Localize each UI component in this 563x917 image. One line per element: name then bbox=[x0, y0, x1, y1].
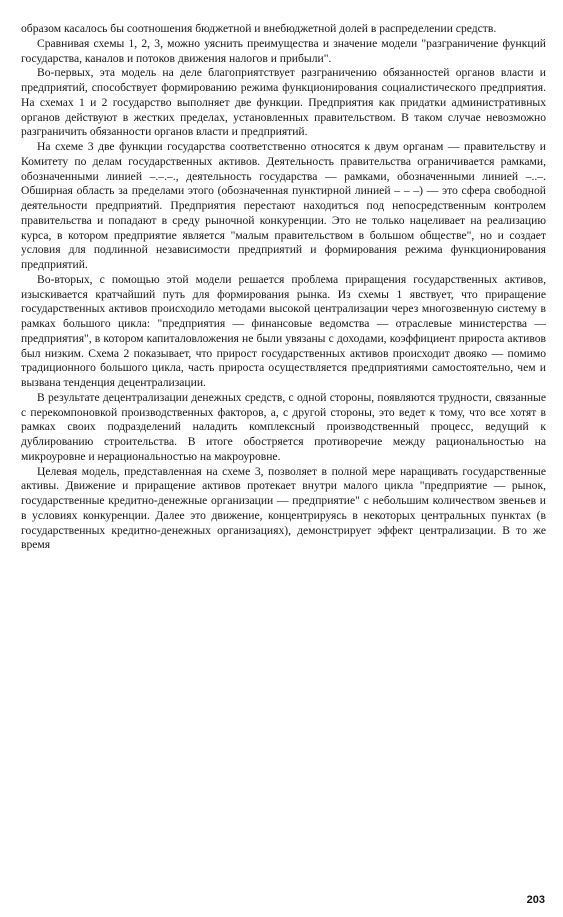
paragraph-second-point: Во-вторых, с помощью этой модели решается проблема приращения государственных активов, изыскивается кратчайший путь для формирования рынка. Из схемы 1 явствует, что приращение государственных активов происходило методами высокой централизации через многозвенную систему в рамках большого цикла: "предприятия — финансовые ведомства — отраслевые министерства — предприятия", в котором капиталовложения не были увязаны с доходами, коэффициент прироста активов был низким. Схема 2 показывает, что прирост государственных активов происходит двояко — помимо традиционного большого цикла, часть прироста осуществляется предприятиями самостоятельно, чем и вызвана тенденция децентрализации. bbox=[21, 272, 546, 389]
page-number: 203 bbox=[526, 894, 545, 906]
paragraph-target-model: Целевая модель, представленная на схеме 3, позволяет в полной мере наращивать государственные активы. Движение и приращение активов протекает внутри малого цикла "предприятие — рынок, государственные кредитно-денежные организации — предприятие" с небольшим количеством звеньев и в условиях конкуренции. Далее это движение, концентрируясь в некоторых центральных пунктах (в государственных кредитно-денежных организациях), демонстрирует эффект централизации. В то же время bbox=[21, 464, 546, 552]
paragraph-continuation: образом касалось бы соотношения бюджетной и внебюджетной долей в распределении средств. bbox=[21, 22, 497, 35]
paragraph-scheme-3: На схеме 3 две функции государства соответственно относятся к двум органам — правительству и Комитету по делам государственных активов. Деятельность правительства ограничивается рамками, обозначенными линией –.–.–., деятельность государства — рамками, обозначенными линией –..–. Обширная область за пределами этого (обозначенная пунктирной линией – – –) — это сфера свободной деятельности предприятий. Предприятия перестают находиться под непосредственным контролем правительства и попадают в среду рыночной конкуренции. Это не только нацеливает на реализацию курса, в котором предприятие является "малым правительством в большом обществе", но и создает условия для подлинной независимости предприятий и формирования режима функционирования предприятий. bbox=[21, 140, 546, 271]
paragraph-first-point: Во-первых, эта модель на деле благоприятствует разграничению обязанностей органов власти и предприятий, способствует формированию режима функционирования социалистического предприятия. На схемах 1 и 2 государство выполняет две функции. Предприятия как придатки административных органов действуют в жестких пределах, установленных правительством. В таком случае невозможно разграничить обязанности органов власти и предприятий. bbox=[21, 66, 546, 139]
document-page bbox=[21, 22, 546, 917]
paragraph-decentralization: В результате децентрализации денежных средств, с одной стороны, появляются трудности, связанные с перекомпоновкой производственных факторов, а, с другой стороны, это ведет к тому, что все хотят в рамках своих подразделений наладить комплексный производственный процесс, ведущий к дублированию строительства. В итоге обостряется противоречие между рациональностью на микроуровне и нерациональностью на макроуровне. bbox=[21, 390, 546, 463]
paragraph-comparison: Сравнивая схемы 1, 2, 3, можно уяснить преимущества и значение модели "разграничение функций государства, каналов и потоков движения налогов и прибыли". bbox=[21, 36, 546, 65]
